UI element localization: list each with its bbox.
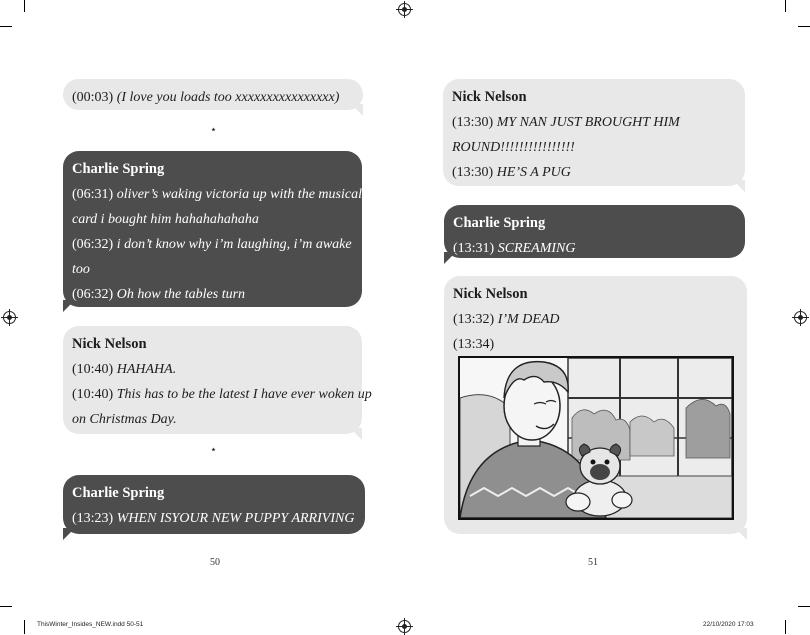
message-line: (13:30) MY NAN JUST BROUGHT HIM — [452, 115, 680, 130]
message-bubble-dark — [63, 151, 395, 307]
nick-with-pug-drawing — [460, 358, 732, 518]
timestamp: (00:03) — [72, 90, 114, 105]
message-bubble-dark — [444, 205, 745, 258]
crop-mark-icon — [798, 26, 810, 27]
star-icon: ⋆ — [210, 124, 217, 136]
crop-mark-icon — [785, 0, 786, 12]
crop-mark-icon — [24, 620, 25, 634]
message-line: (06:31) oliver’s waking victoria up with the musical xmas — [72, 187, 395, 202]
sender-name: Nick Nelson — [72, 336, 147, 352]
message-line: (13:34) — [453, 337, 495, 352]
sender-name: Charlie Spring — [72, 161, 165, 177]
message-line: (13:23) WHEN ISYOUR NEW PUPPY ARRIVING — [72, 511, 355, 526]
message-line: (13:32) I’M DEAD — [453, 312, 560, 327]
page-number: 50 — [210, 557, 220, 568]
message-bubble-light — [443, 79, 745, 186]
registration-mark-icon — [3, 311, 16, 324]
message-line: card i bought him hahahahahaha — [72, 212, 259, 227]
crop-mark-icon — [0, 606, 12, 607]
bubble-tail — [63, 300, 75, 312]
message-bubble-light — [63, 326, 372, 434]
message-line: (13:31) SCREAMING — [453, 241, 576, 256]
message-line: ROUND!!!!!!!!!!!!!!!! — [452, 140, 575, 155]
message-bubble-light — [63, 79, 363, 110]
slug-filename: ThisWinter_Insides_NEW.indd 50-51 — [37, 621, 144, 628]
message-text: (I love you loads too xxxxxxxxxxxxxxxx) — [116, 90, 340, 105]
registration-mark-icon — [794, 311, 807, 324]
crop-mark-icon — [798, 606, 810, 607]
crop-mark-icon — [24, 0, 25, 12]
bubble-tail — [351, 104, 363, 116]
crop-mark-icon — [785, 620, 786, 634]
bubble-tail — [444, 252, 456, 264]
bubble-tail — [735, 528, 747, 540]
message-line: (13:30) HE’S A PUG — [452, 165, 571, 180]
message-line — [72, 85, 354, 110]
bubble-tail — [733, 180, 745, 192]
message-line: (06:32) Oh how the tables turn — [72, 287, 246, 302]
message-line: on Christmas Day. — [72, 412, 177, 427]
sender-name: Charlie Spring — [72, 485, 165, 501]
sender-name: Charlie Spring — [453, 215, 546, 231]
comic-illustration — [458, 356, 734, 520]
page-number: 51 — [588, 557, 598, 568]
slug-date: 22/10/2020 17:03 — [703, 621, 754, 628]
message-line: too — [72, 262, 90, 277]
sender-name: Nick Nelson — [452, 89, 527, 105]
crop-mark-icon — [0, 26, 12, 27]
registration-mark-icon — [398, 3, 411, 16]
star-icon: ⋆ — [210, 444, 217, 456]
bubble-tail — [350, 428, 362, 440]
registration-mark-icon — [398, 620, 411, 633]
bubble-tail — [63, 528, 75, 540]
sender-name: Nick Nelson — [453, 286, 528, 302]
message-line: (06:32) i don’t know why i’m laughing, i’m awake — [72, 237, 352, 252]
message-bubble-dark — [63, 475, 365, 534]
message-line: (10:40) HAHAHA. — [72, 362, 177, 377]
message-line: (10:40) This has to be the latest I have ever woken up — [72, 387, 372, 402]
